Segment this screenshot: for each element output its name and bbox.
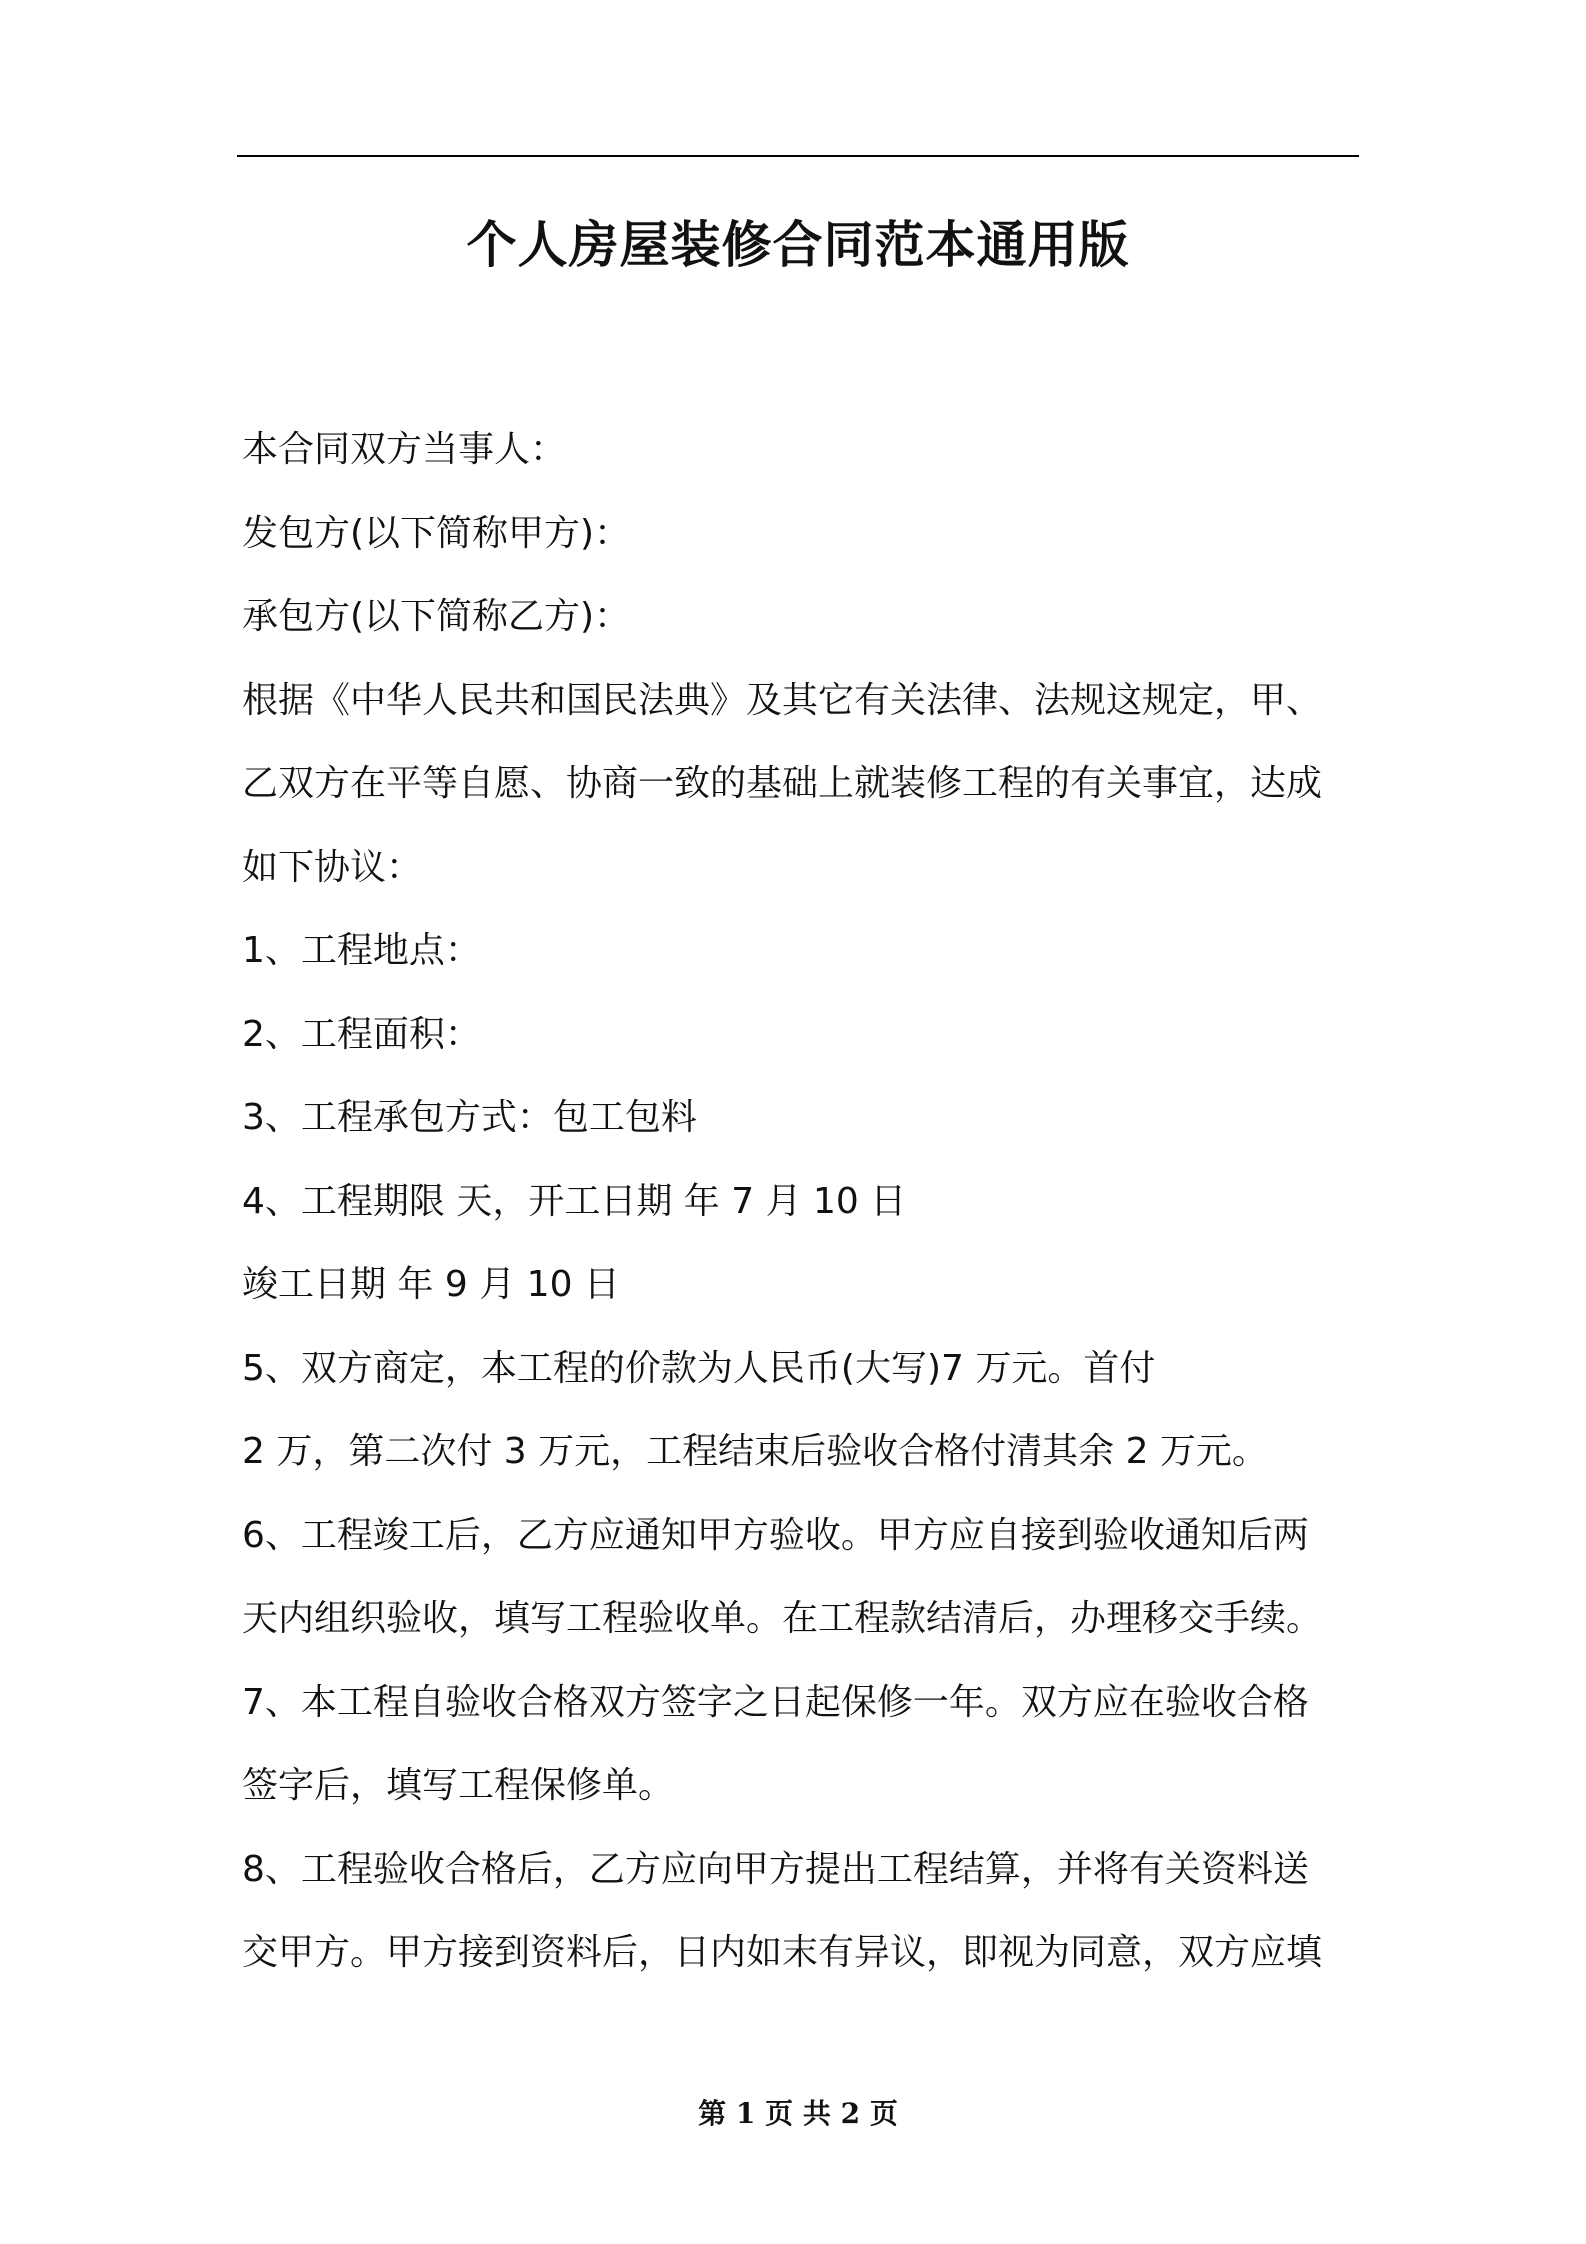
body-line: 5、双方商定，本工程的价款为人民币(大写)7 万元。首付	[242, 1347, 1156, 1389]
body-line: 根据《中华人民共和国民法典》及其它有关法律、法规这规定，甲、	[242, 679, 1323, 721]
body-line: 交甲方。甲方接到资料后，日内如末有异议，即视为同意，双方应填	[242, 1932, 1323, 1973]
page-number-footer: 第 1 页 共 2 页	[698, 2097, 898, 2130]
body-line: 签字后，填写工程保修单。	[242, 1765, 675, 1806]
body-line: 1、工程地点：	[242, 930, 481, 971]
body-line: 如下协议：	[242, 846, 423, 888]
body-line: 3、工程承包方式：包工包料	[242, 1097, 697, 1138]
body-line: 发包方(以下简称甲方)：	[242, 512, 631, 554]
document-title: 个人房屋装修合同范本通用版	[466, 216, 1130, 274]
header-rule	[237, 155, 1359, 157]
document-body	[242, 408, 1362, 1995]
body-line: 承包方(以下简称乙方)：	[242, 596, 631, 637]
body-line: 4、工程期限 天，开工日期 年 7 月 10 日	[242, 1180, 907, 1222]
body-line: 竣工日期 年 9 月 10 日	[242, 1264, 620, 1305]
body-line: 6、工程竣工后，乙方应通知甲方验收。甲方应自接到验收通知后两	[242, 1514, 1309, 1556]
body-line: 8、工程验收合格后，乙方应向甲方提出工程结算，并将有关资料送	[242, 1848, 1309, 1890]
body-line: 乙双方在平等自愿、协商一致的基础上就装修工程的有关事宜，达成	[242, 763, 1323, 804]
body-line: 2 万，第二次付 3 万元，工程结束后验收合格付清其余 2 万元。	[242, 1431, 1268, 1472]
body-line: 天内组织验收，填写工程验收单。在工程款结清后，办理移交手续。	[242, 1598, 1323, 1639]
body-line: 2、工程面积：	[242, 1013, 481, 1055]
body-line: 7、本工程自验收合格双方签字之日起保修一年。双方应在验收合格	[242, 1681, 1309, 1723]
body-line: 本合同双方当事人：	[242, 429, 567, 470]
